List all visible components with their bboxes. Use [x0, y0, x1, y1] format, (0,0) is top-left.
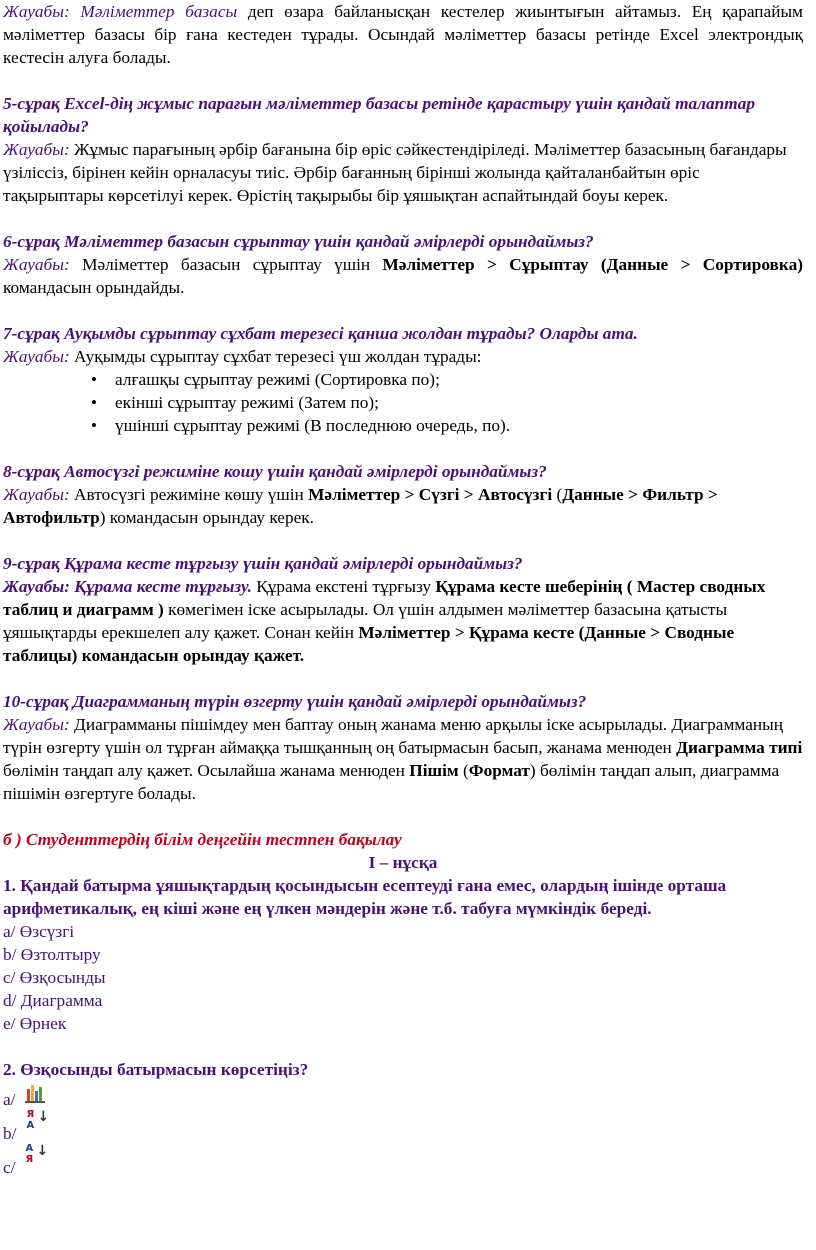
answer-label: Жауабы: Құрама кесте тұрғызу.: [3, 577, 252, 596]
question-10: 10-сұрақ Диаграмманың түрін өзгерту үшін қандай әмірлерді орындаймыз?: [3, 692, 587, 711]
sort-descending-icon: [26, 1109, 50, 1133]
answer-command: Құрама кесте шеберінің ( Мастер сводных таблиц и диаграмм ): [3, 577, 766, 619]
variant-title: I – нұсқа: [368, 853, 438, 872]
answer-text: ) бөлімін таңдап алып, диаграмма пішімін өзгертуге болады.: [3, 761, 780, 803]
test-question-1: 1. Қандай батырма ұяшықтардың қосындысын есептеуді ғана емес, олардың ішінде орташа арифметикалық, ең кіші және ең үлкен мәндерін және т.б. табуға мүмкіндік береді.: [3, 876, 727, 918]
sort-ascending-icon: [25, 1143, 49, 1167]
answer-text: бөлімін таңдап алу қажет. Осылайша жанама менюден: [3, 761, 410, 780]
answer-text: Автосүзгі режиміне көшу үшін: [69, 485, 309, 504]
list-item: • үшінші сұрыптау режимі (В последнюю очередь, по).: [3, 414, 803, 437]
answer-8: [3, 483, 803, 529]
answer-7: [3, 345, 803, 368]
down-arrow-icon: ↓: [37, 1109, 50, 1125]
option-label: a/: [3, 1090, 16, 1109]
answer-10: [3, 713, 803, 805]
option-c-row: [3, 1143, 803, 1179]
sort-letter: Я: [25, 1154, 34, 1165]
answer-text: Құрама екстені тұрғызу: [251, 577, 436, 596]
answer-text: көмегімен іске асырылады. Ол үшін алдымен мәліметтер базасына қатысты ұяшықтарды ерекшелеп алу қажет. Сонан кейін: [3, 600, 728, 642]
answer-command: Пішім: [409, 761, 459, 780]
test-question-2: 2. Өзқосынды батырмасын көрсетіңіз?: [3, 1060, 309, 1079]
answer-text: Мәліметтер базасын сұрыптау үшін: [69, 255, 383, 274]
option-label: b/: [3, 1124, 17, 1143]
question-8: 8-сұрақ Автосүзгі режиміне кошу үшін қандай әмірлерді орындаймыз?: [3, 462, 547, 481]
option-d: d/ Диаграмма: [3, 991, 103, 1010]
chart-wizard-icon: [25, 1083, 45, 1103]
answer-command: Мәліметтер > Сұрыптау (Данные > Сортировка): [382, 255, 803, 274]
question-7: 7-сұрақ Ауқымды сұрыптау сұхбат терезесі қанша жолдан тұрады? Оларды ата.: [3, 324, 638, 343]
answer-text: Жұмыс парағының әрбір бағанына бір өріс сәйкестендіріледі. Мәліметтер базасының бағандары үзіліссіз, бірінен кейін орналасуы тиіс. Әрбір бағанның бірінші жолында қайталанбайтын өріс тақырыптары көрсетілуі керек. Өрістің тақырыбы бір ұяшықтан аспайтындай боуы керек.: [3, 140, 787, 205]
option-label: c/: [3, 1158, 16, 1177]
answer-text: командасын орындайды.: [3, 278, 185, 297]
answer-label: Жауабы:: [3, 347, 70, 366]
list-item: • алғашқы сұрыптау режимі (Сортировка по);: [3, 368, 803, 391]
answer-9: [3, 575, 803, 667]
option-b-row: [3, 1109, 803, 1145]
answer-text: Ауқымды сұрыптау сұхбат терезесі үш жолдан тұрады:: [69, 347, 482, 366]
answer-label: Жауабы:: [3, 715, 70, 734]
answer-text: (: [458, 761, 469, 780]
answer-label: Жауабы:: [3, 140, 70, 159]
answer-text: ) командасын орындау керек.: [99, 508, 314, 527]
question-5: 5-сұрақ Excel-дің жұмыс парағын мәліметтер базасы ретінде қарастыру үшін қандай талаптар қойылады?: [3, 94, 756, 136]
answer-command: Формат: [468, 761, 530, 780]
answer-command: Данные > Фильтр > Автофильтр: [3, 485, 718, 527]
option-a-row: [3, 1083, 803, 1111]
answer-label: Жауабы:: [3, 255, 70, 274]
sort-modes-list: [3, 368, 803, 437]
option-b: b/ Өзтолтыру: [3, 945, 101, 964]
answer-text: (: [552, 485, 563, 504]
answer-command: Мәліметтер > Сүзгі > Автосүзгі: [308, 485, 553, 504]
answer-text: Диаграмманы пішімдеу мен баптау оның жанама меню арқылы іске асырылады. Диаграмманың түрін өзгерту үшін ол тұрған аймаққа тышқанның оң батырмасын басып, жанама менюден: [3, 715, 783, 757]
answer-5: [3, 138, 803, 207]
answer-command: Мәліметтер > Құрама кесте (Данные > Сводные таблицы) командасын орындау қажет.: [3, 623, 735, 665]
intro-paragraph: [3, 0, 803, 69]
sort-letter: Я: [26, 1109, 35, 1120]
list-item: • екінші сұрыптау режимі (Затем по);: [3, 391, 803, 414]
section-title: б ) Студенттердің білім деңгейін тестпен бақылау: [3, 830, 402, 849]
answer-label: Жауабы: Мәліметтер базасы: [3, 2, 238, 21]
question-6: 6-сұрақ Мәліметтер базасын сұрыптау үшін қандай әмірлерді орындаймыз?: [3, 232, 594, 251]
answer-label: Жауабы:: [3, 485, 70, 504]
option-c: c/ Өзқосынды: [3, 968, 106, 987]
sort-letter: А: [26, 1120, 35, 1131]
answer-command: Диаграмма типі: [676, 738, 803, 757]
question-9: 9-сұрақ Құрама кесте тұрғызу үшін қандай әмірлерді орындаймыз?: [3, 554, 523, 573]
down-arrow-icon: ↓: [36, 1143, 49, 1159]
option-a: a/ Өзсүзгі: [3, 922, 75, 941]
paragraph-text: деп өзара байланысқан кестелер жиынтығын айтамыз. Ең қарапайым мәліметтер базасы бір ғана кестеден тұрады. Осындай мәліметтер базасы ретінде Excel электрондық кестесін алуға болады.: [3, 2, 803, 67]
sort-letter: А: [25, 1143, 34, 1154]
answer-6: [3, 253, 803, 299]
option-e: e/ Өрнек: [3, 1014, 67, 1033]
